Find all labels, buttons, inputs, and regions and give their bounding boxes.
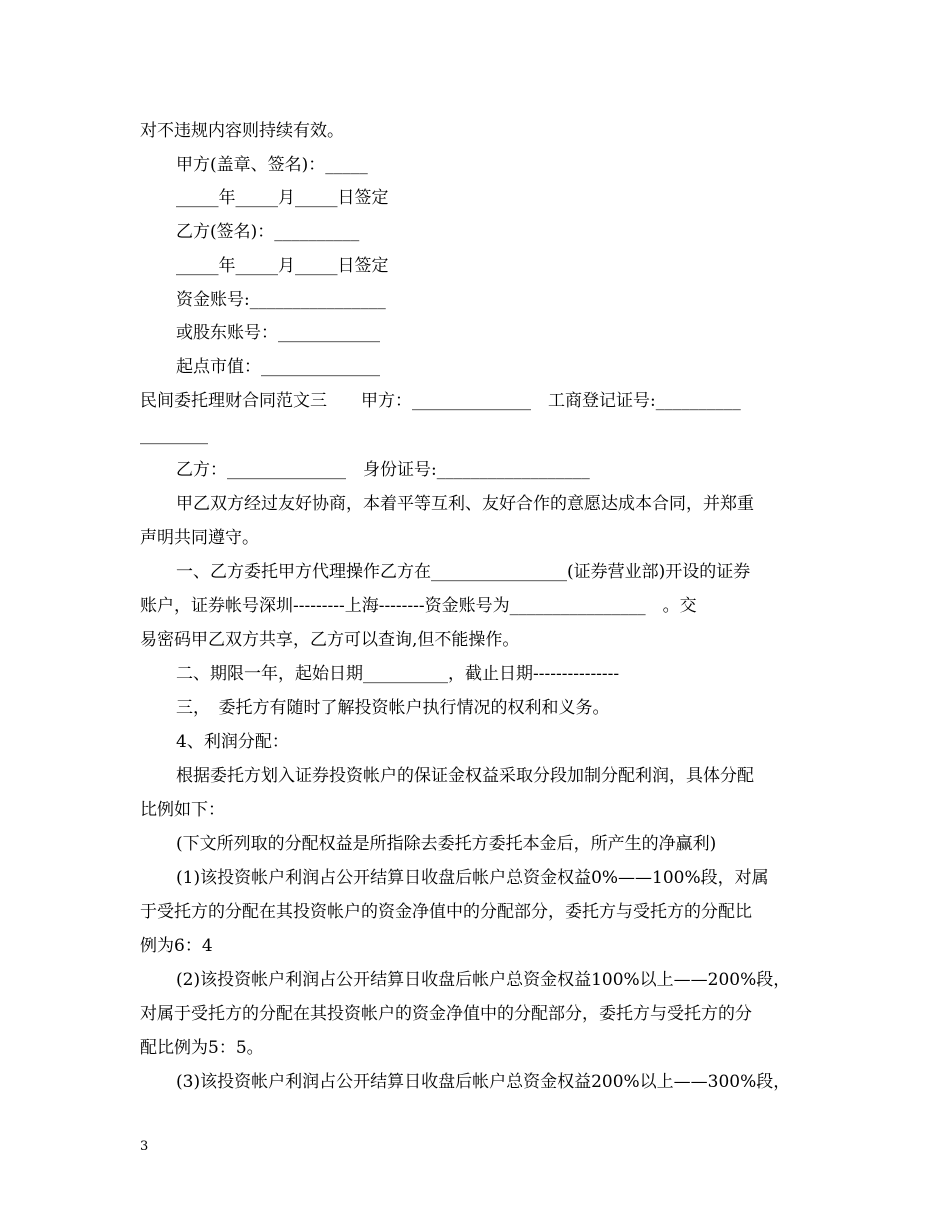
- paragraph-line: 根据委托方划入证券投资帐户的保证金权益采取分段加制分配利润，具体分配: [176, 766, 754, 786]
- clause-1-line: 易密码甲乙双方共享，乙方可以查询,但不能操作。: [140, 630, 520, 650]
- page-number: 3: [140, 1139, 149, 1154]
- section-heading-line: 民间委托理财合同范文三 甲方：______________ 工商登记证号:__________: [140, 391, 741, 411]
- item-1-line: 于受托方的分配在其投资帐户的资金净值中的分配部分，委托方与受托方的分配比: [140, 902, 752, 922]
- clause-3-line: 三， 委托方有随时了解投资帐户执行情况的权利和义务。: [176, 698, 610, 718]
- text-line: ________: [140, 425, 208, 445]
- item-1-line: 例为6：4: [140, 936, 213, 956]
- fund-account-line: 资金账号:________________: [176, 290, 386, 310]
- party-b-signature-line: 乙方(签名)：__________: [176, 222, 360, 242]
- clause-2-line: 二、期限一年，起始日期__________，截止日期---------------: [176, 664, 620, 684]
- paragraph-line: 甲乙双方经过友好协商，本着平等互利、友好合作的意愿达成本合同，并郑重: [176, 494, 754, 514]
- date-line: _____年_____月_____日签定: [176, 188, 389, 208]
- paragraph-line: 声明共同遵守。: [140, 528, 259, 548]
- clause-1-line: 一、乙方委托甲方代理操作乙方在________________(证券营业部)开设的证券: [176, 562, 751, 582]
- party-a-signature-line: 甲方(盖章、签名)：_____: [176, 155, 368, 175]
- item-2-line: 配比例为5：5。: [140, 1038, 264, 1058]
- date-line: _____年_____月_____日签定: [176, 256, 389, 276]
- starting-value-line: 起点市值：______________: [176, 357, 380, 377]
- clause-4-heading: 4、利润分配：: [176, 732, 289, 752]
- item-2-line: 对属于受托方的分配在其投资帐户的资金净值中的分配部分，委托方与受托方的分: [140, 1004, 752, 1024]
- paragraph-line: 比例如下：: [140, 800, 225, 820]
- text-line: 对不违规内容则持续有效。: [140, 121, 344, 141]
- party-b-id-line: 乙方：______________ 身份证号:__________________: [176, 460, 590, 480]
- paragraph-line: (下文所列取的分配权益是所指除去委托方委托本金后，所产生的净赢利): [176, 834, 717, 854]
- item-3-line: (3)该投资帐户利润占公开结算日收盘后帐户总资金权益200%以上——300%段，: [176, 1072, 791, 1092]
- shareholder-account-line: 或股东账号：____________: [176, 323, 380, 343]
- item-1-line: (1)该投资帐户利润占公开结算日收盘后帐户总资金权益0%——100%段，对属: [176, 868, 769, 888]
- clause-1-line: 账户，证券帐号深圳---------上海--------资金账号为________________ 。交: [140, 596, 697, 616]
- item-2-line: (2)该投资帐户利润占公开结算日收盘后帐户总资金权益100%以上——200%段，: [176, 970, 791, 990]
